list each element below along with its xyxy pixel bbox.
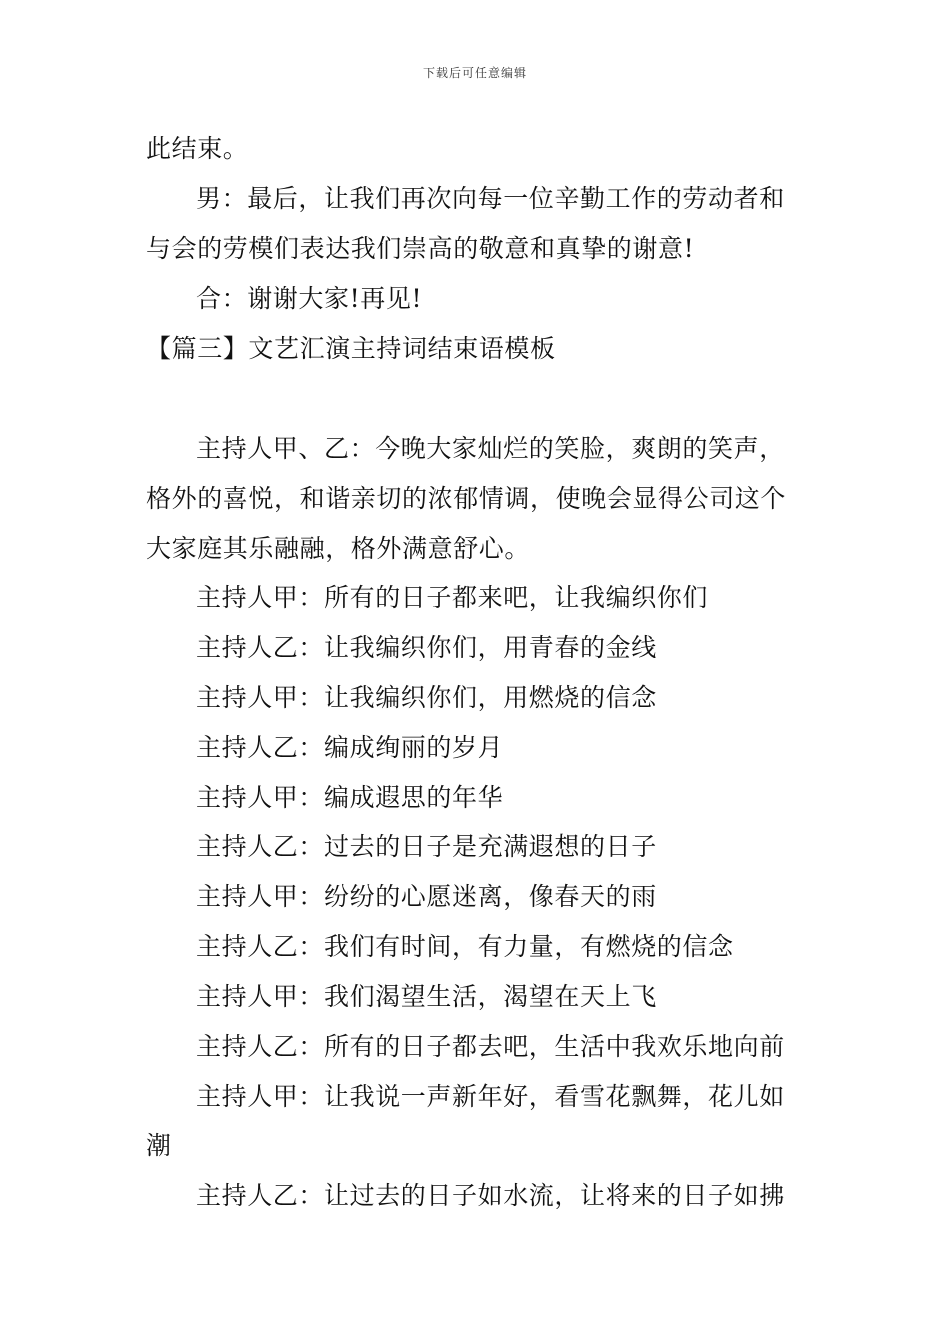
dialogue-line: 主持人甲：编成遐思的年华 bbox=[196, 783, 504, 812]
dialogue-line: 主持人甲：我们渴望生活，渴望在天上飞 bbox=[196, 982, 657, 1011]
paragraph-line: 格外的喜悦，和谐亲切的浓郁情调，使晚会显得公司这个 bbox=[146, 484, 787, 513]
dialogue-line: 主持人乙：编成绚丽的岁月 bbox=[196, 733, 504, 762]
dialogue-line: 主持人乙：让过去的日子如水流，让将来的日子如拂 bbox=[196, 1181, 785, 1210]
paragraph-line: 合：谢谢大家!再见! bbox=[196, 284, 423, 313]
dialogue-line: 潮 bbox=[146, 1131, 172, 1160]
dialogue-line: 主持人甲：让我编织你们，用燃烧的信念 bbox=[196, 683, 657, 712]
dialogue-line: 主持人甲：纷纷的心愿迷离，像春天的雨 bbox=[196, 882, 657, 911]
dialogue-line: 主持人乙：让我编织你们，用青春的金线 bbox=[196, 633, 657, 662]
paragraph-line: 大家庭其乐融融，格外满意舒心。 bbox=[146, 534, 531, 563]
dialogue-line: 主持人甲：让我说一声新年好，看雪花飘舞，花儿如 bbox=[196, 1082, 785, 1111]
dialogue-line: 主持人乙：所有的日子都去吧，生活中我欢乐地向前 bbox=[196, 1032, 785, 1061]
section-heading: 【篇三】文艺汇演主持词结束语模板 bbox=[146, 334, 556, 363]
dialogue-line: 主持人甲：所有的日子都来吧，让我编织你们 bbox=[196, 583, 709, 612]
paragraph-line: 此结束。 bbox=[146, 134, 249, 163]
page-header: 下载后可任意编辑 bbox=[422, 66, 527, 80]
paragraph-line: 主持人甲、乙：今晚大家灿烂的笑脸，爽朗的笑声， bbox=[196, 434, 785, 463]
dialogue-line: 主持人乙：过去的日子是充满遐想的日子 bbox=[196, 832, 657, 861]
paragraph-line: 男：最后，让我们再次向每一位辛勤工作的劳动者和 bbox=[196, 184, 785, 213]
dialogue-line: 主持人乙：我们有时间，有力量，有燃烧的信念 bbox=[196, 932, 734, 961]
paragraph-line: 与会的劳模们表达我们崇高的敬意和真挚的谢意! bbox=[146, 234, 695, 263]
